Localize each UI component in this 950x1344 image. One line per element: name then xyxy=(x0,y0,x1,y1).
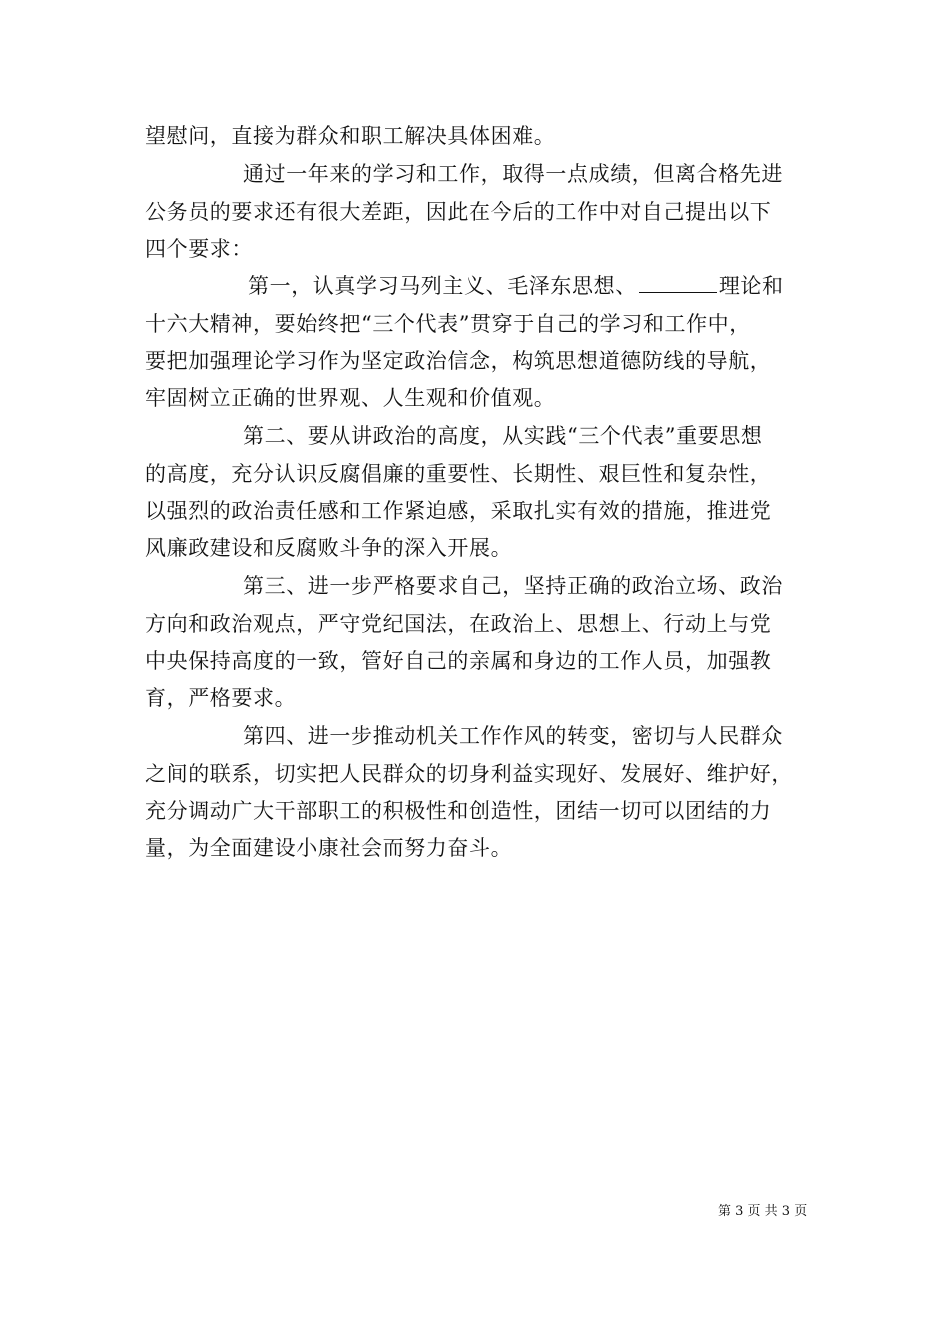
paragraph-line: 以强烈的政治责任感和工作紧迫感，采取扎实有效的措施，推进党 xyxy=(145,499,772,523)
paragraph-line: 十六大精神，要始终把“三个代表”贯穿于自己的学习和工作中， xyxy=(145,312,751,336)
paragraph-line: 第二、要从讲政治的高度，从实践“三个代表”重要思想 xyxy=(243,424,763,448)
paragraph-line: 四个要求： xyxy=(145,237,253,261)
paragraph-line: 要把加强理论学习作为坚定政治信念，构筑思想道德防线的导航， xyxy=(145,349,772,373)
paragraph-line: 育，严格要求。 xyxy=(145,686,297,710)
paragraph-line: 的高度，充分认识反腐倡廉的重要性、长期性、艰巨性和复杂性， xyxy=(145,462,772,486)
paragraph-line: 量，为全面建设小康社会而努力奋斗。 xyxy=(145,836,513,860)
paragraph-text: 理论和 xyxy=(718,274,784,298)
paragraph-line: 第三、进一步严格要求自己，坚持正确的政治立场、政治 xyxy=(243,574,783,598)
paragraph-line: 牢固树立正确的世界观、人生观和价值观。 xyxy=(145,386,556,410)
paragraph-line: 通过一年来的学习和工作，取得一点成绩，但离合格先进 xyxy=(243,162,783,186)
paragraph-line: 公务员的要求还有很大差距，因此在今后的工作中对自己提出以下 xyxy=(145,200,772,224)
paragraph-text: 第一，认真学习马列主义、毛泽东思想、 xyxy=(248,274,637,298)
paragraph-line: 第四、进一步推动机关工作作风的转变，密切与人民群众 xyxy=(243,724,783,748)
paragraph-line: 之间的联系，切实把人民群众的切身利益实现好、发展好、维护好， xyxy=(145,762,793,786)
paragraph-line: 方向和政治观点，严守党纪国法，在政治上、思想上、行动上与党 xyxy=(145,612,772,636)
paragraph-line: 望慰问，直接为群众和职工解决具体困难。 xyxy=(145,124,556,148)
fill-in-blank xyxy=(639,272,717,293)
paragraph-line: 充分调动广大干部职工的积极性和创造性，团结一切可以团结的力 xyxy=(145,799,772,823)
paragraph-line-with-blank xyxy=(248,268,784,304)
paragraph-line: 中央保持高度的一致，管好自己的亲属和身边的工作人员，加强教 xyxy=(145,649,772,673)
paragraph-line: 风廉政建设和反腐败斗争的深入开展。 xyxy=(145,536,513,560)
page-footer: 第 3 页 共 3 页 xyxy=(718,1204,808,1219)
